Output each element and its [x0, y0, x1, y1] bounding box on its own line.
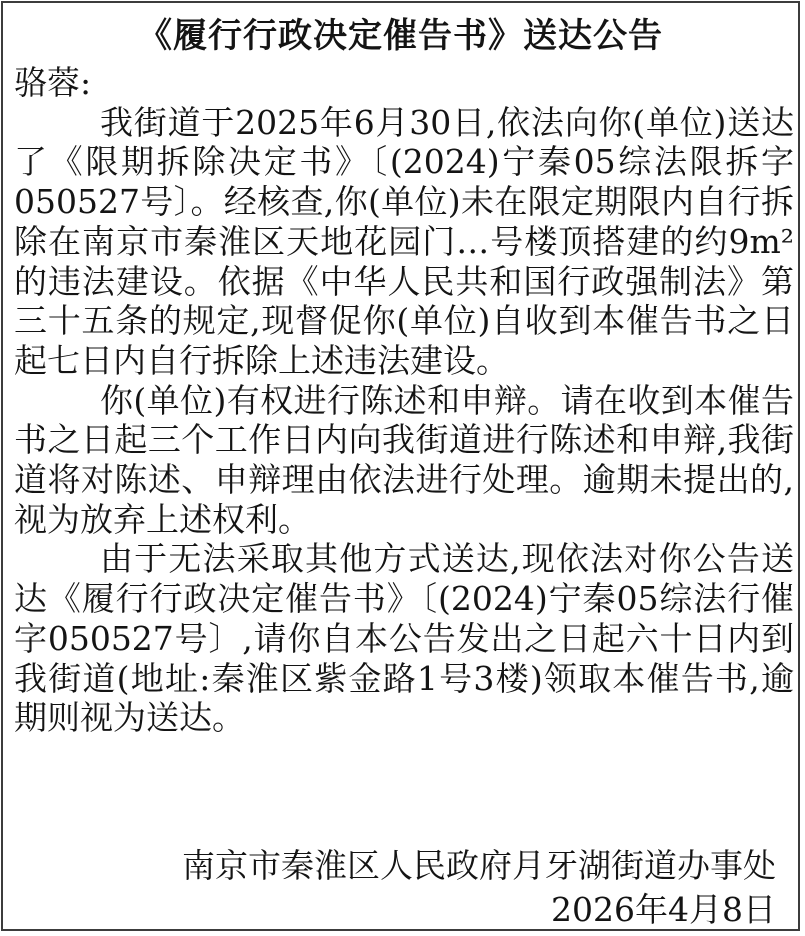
paragraph-demolition-order: 我街道于2025年6月30日,依法向你(单位)送达了《限期拆除决定书》〔(2024)宁秦05综法限拆字050527号〕。经核查,你(单位)未在限定期限内自行拆除在南京市秦淮区天地花园门…号楼顶搭建的约9m²的违法建设。依据《中华人民共和国行政强制法》第三十五条的规定,现督促你(单位)自收到本催告书之日起七日内自行拆除上述违法建设。	[14, 102, 794, 380]
notice-date: 2026年4月8日	[551, 890, 776, 929]
public-notice	[1, 1, 800, 931]
addressee: 骆蓉:	[14, 63, 92, 102]
issuer-name: 南京市秦淮区人民政府月牙湖街道办事处	[182, 846, 776, 885]
notice-body	[14, 63, 794, 738]
paragraph-right-to-statement: 你(单位)有权进行陈述和申辩。请在收到本催告书之日起三个工作日内向我街道进行陈述和申辩,我街道将对陈述、申辩理由依法进行处理。逾期未提出的,视为放弃上述权利。	[14, 380, 794, 539]
paragraph-service-by-announcement: 由于无法采取其他方式送达,现依法对你公告送达《履行行政决定催告书》〔(2024)宁秦05综法行催字050527号〕,请你自本公告发出之日起六十日内到我街道(地址:秦淮区紫金路1号3楼)领取本催告书,逾期则视为送达。	[14, 539, 794, 738]
notice-title: 《履行行政决定催告书》送达公告	[138, 16, 663, 56]
signature-block	[182, 844, 776, 932]
